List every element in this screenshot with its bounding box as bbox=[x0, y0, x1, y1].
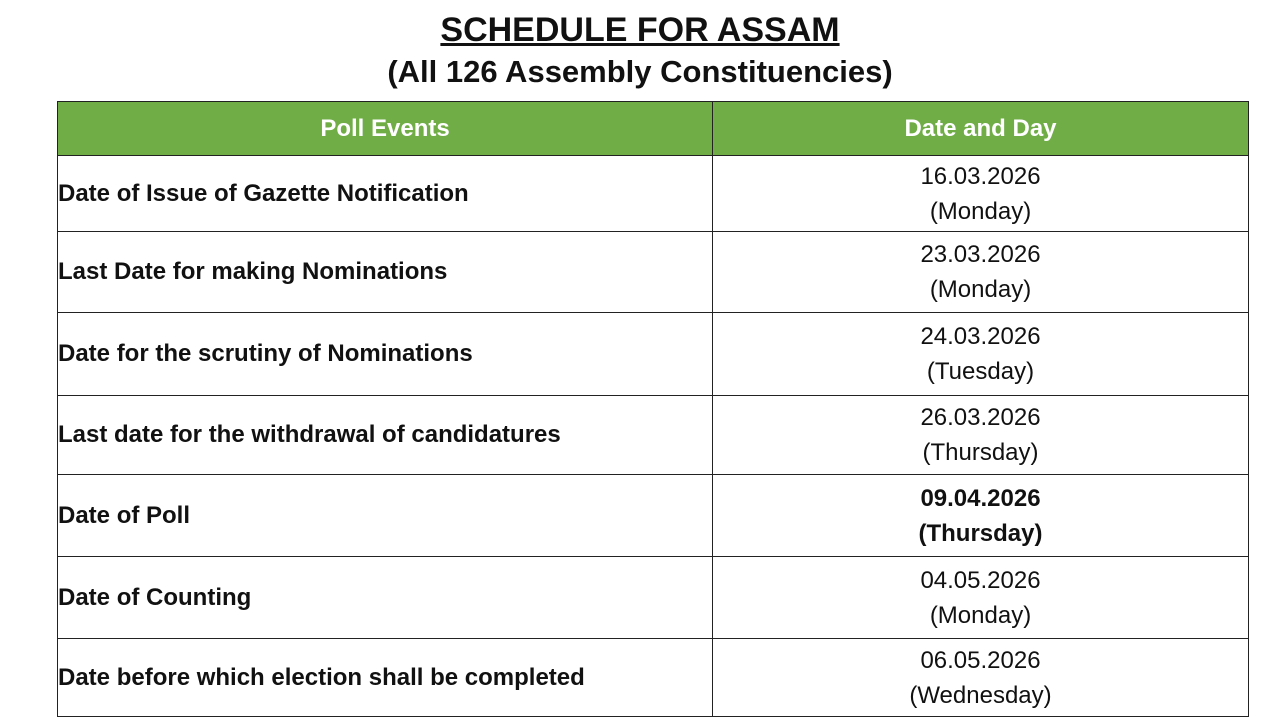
day-value: (Monday) bbox=[929, 601, 1032, 629]
event-cell: Last Date for making Nominations bbox=[58, 232, 713, 313]
table-row bbox=[58, 475, 1249, 557]
header-poll-events: Poll Events bbox=[58, 102, 713, 156]
date-cell bbox=[713, 396, 1249, 475]
event-cell: Date of Poll bbox=[58, 475, 713, 557]
day-value: (Monday) bbox=[929, 197, 1032, 225]
event-cell: Date of Issue of Gazette Notification bbox=[58, 156, 713, 232]
page-subtitle: (All 126 Assembly Constituencies) bbox=[387, 54, 893, 89]
event-cell: Date for the scrutiny of Nominations bbox=[58, 313, 713, 396]
event-cell: Date before which election shall be completed bbox=[58, 639, 713, 717]
table-row bbox=[58, 557, 1249, 639]
event-cell: Last date for the withdrawal of candidatures bbox=[58, 396, 713, 475]
event-cell: Date of Counting bbox=[58, 557, 713, 639]
table-row bbox=[58, 396, 1249, 475]
day-value: (Tuesday) bbox=[926, 358, 1035, 385]
day-value: (Thursday) bbox=[922, 439, 1039, 466]
date-value: 24.03.2026 bbox=[920, 323, 1041, 350]
date-value: 16.03.2026 bbox=[920, 162, 1041, 190]
date-value: 06.05.2026 bbox=[920, 646, 1041, 674]
date-cell bbox=[713, 475, 1249, 557]
header-date-and-day: Date and Day bbox=[713, 102, 1249, 156]
date-value: 23.03.2026 bbox=[920, 241, 1041, 268]
date-value: 04.05.2026 bbox=[920, 566, 1041, 594]
page-title: SCHEDULE FOR ASSAM bbox=[440, 11, 840, 49]
date-cell bbox=[713, 232, 1249, 313]
table-row bbox=[58, 313, 1249, 396]
date-cell bbox=[713, 639, 1249, 717]
day-value: (Monday) bbox=[929, 276, 1032, 303]
table-row bbox=[58, 639, 1249, 717]
date-cell bbox=[713, 313, 1249, 396]
date-cell bbox=[713, 557, 1249, 639]
day-value: (Wednesday) bbox=[909, 681, 1052, 709]
header-row bbox=[58, 102, 1249, 156]
table-row bbox=[58, 156, 1249, 232]
date-value: 09.04.2026 bbox=[920, 484, 1041, 512]
date-cell bbox=[713, 156, 1249, 232]
schedule-table bbox=[57, 101, 1249, 717]
day-value: (Thursday) bbox=[918, 519, 1043, 547]
date-value: 26.03.2026 bbox=[920, 404, 1041, 431]
table-row bbox=[58, 232, 1249, 313]
